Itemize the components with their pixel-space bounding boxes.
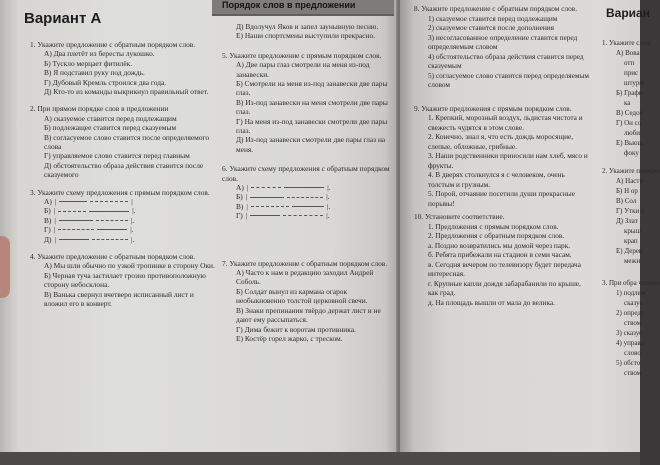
option: Е) Дерев (616, 247, 643, 255)
scheme-d: Г) | |. (44, 225, 134, 235)
question-title: 5. Укажите предложение с прямым порядком слов. (222, 50, 382, 60)
option: 1) подлеж (616, 289, 646, 297)
question-title: 2. При прямом порядке слов в предложении (30, 104, 169, 114)
question-title: 8. Укажите предложение с обратным порядком слов. (414, 4, 578, 13)
option-fragment: ством (624, 319, 642, 327)
column-4-cropped (602, 38, 660, 378)
option: 2) сказуемое ставится после дополнения (428, 23, 555, 32)
question-title: 4. Укажите предложение с обратным порядком слов. (30, 252, 196, 262)
option: Е) Наши спортсмены выступили прекрасно. (236, 31, 376, 41)
question-10 (414, 212, 592, 307)
variant-title-right: Вариан (606, 6, 650, 20)
option: 5) согласуемое слово ставится перед определяемым словом (428, 70, 589, 89)
option-fragment: штурм (624, 79, 644, 87)
option-fragment: межи (624, 257, 641, 265)
option: Г) управляемое слово ставится перед главным (44, 151, 190, 161)
question-4-continued (222, 22, 390, 41)
option: Б) подлежащее ставится перед сказуемым (44, 123, 177, 133)
option: А) Два плетёт из бересты лукошко. (44, 49, 155, 59)
option: Г) На меня из-под занавески смотрели две пары глаз. (236, 116, 388, 136)
option: 3) несогласованное определение ставится перед определяемым словом (428, 32, 578, 51)
option: Б) Тускло мерцает фитилёк. (44, 58, 133, 68)
option: Б) Смотрели на меня из-под занавески две пары глаз. (236, 79, 388, 98)
question-title: 1. Укажите слов. (602, 39, 652, 47)
option: 2) опреде (616, 309, 645, 317)
option: А) Настр (616, 177, 644, 185)
option: Е) Костёр горел жарко, с треском. (236, 333, 343, 343)
question-title: 3. Укажите схему предложения с прямым порядком слов. (30, 187, 210, 197)
option: В) Ванька свернул вчетверо исписанный лист и вложил его в конверт. (44, 289, 194, 309)
option: В) Я подставил руку под дождь. (44, 68, 145, 78)
option: А) Часто к нам в редакцию заходил Андрей Соболь. (236, 268, 374, 287)
section-title: Порядок слов в предложении (222, 0, 356, 10)
option: г. Крупные капли дождя забарабанили по крыше, как град. (428, 278, 581, 297)
option: 4) управл (616, 339, 645, 347)
option: Д) Вдолучул Яков и запел заунывную песню. (236, 22, 379, 31)
option: 5) обсто (616, 359, 641, 367)
option: Г) Он со (616, 119, 642, 127)
option: А) сказуемое ставится перед подлежащим (44, 113, 177, 123)
option: В) Из-под занавески на меня смотрели две пары глаз. (236, 97, 388, 117)
option: Б) Н ор (616, 187, 638, 195)
table-surface (0, 452, 640, 465)
option: 1. Крепкий, морозный воздух, льдистая чистота и свежесть чудятся в этом слове. (428, 113, 583, 132)
match-kind: 1. Предложения с прямым порядком слов. (428, 221, 559, 231)
option: в. Сегодня вечером по телевизору будет передача интересная. (428, 259, 581, 278)
option: А) Вова (616, 49, 640, 57)
scheme-c: В) | |. (44, 215, 135, 225)
option-fragment: сказуе (624, 299, 643, 307)
option-fragment: слово (624, 349, 641, 357)
option-fragment: ством (624, 369, 642, 377)
question-title: 2. Укажите порядке (602, 167, 660, 175)
question-title: 1. Укажите предложение с обратным порядком слов. (30, 40, 196, 49)
option-fragment: крап (624, 237, 638, 245)
question-title: 7. Укажите предложение с обратным порядком слов. (222, 258, 388, 268)
match-kind: 2. Предложения с обратным порядком слов. (428, 231, 565, 240)
option: А) Две пары глаз смотрели на меня из-под занавески. (236, 60, 370, 79)
option: Г) Дубовый Кремль строился два года. (44, 77, 167, 87)
question-9 (414, 104, 592, 209)
question-1 (30, 40, 215, 96)
option: А) Мы шли обычно по узкой тропинке в сторону Оки. (44, 261, 215, 271)
question-7 (222, 259, 390, 344)
option: д. На площадь вышли от мала до велика. (428, 297, 555, 307)
column-3 (414, 4, 592, 307)
option: 3. Наши родственники приносили нам хлеб, мясо и фрукты. (428, 151, 588, 170)
option: 4) обстоятельство образа действия ставится перед сказуемым (428, 51, 584, 70)
option: 1) сказуемое ставится перед подлежащим (428, 13, 558, 23)
option: В) Сол (616, 197, 637, 205)
option: В) Седов (616, 109, 643, 117)
thumb (0, 236, 10, 298)
option: 3) сказуе (616, 329, 643, 337)
scheme-c: В) | |. (236, 201, 331, 211)
question-3 (30, 188, 215, 244)
option: В) согласуемое слово ставится после определяемого слова (44, 132, 210, 152)
option-fragment: отп (624, 59, 635, 67)
option: Г) Дима бежит к воротам противника. (236, 324, 356, 334)
question-2 (30, 104, 215, 179)
option-fragment: ка (624, 99, 631, 107)
option: В) Знаки препинания твёрдо держат лист и не дают ему рассыпаться. (236, 305, 381, 325)
right-page (400, 0, 660, 465)
scheme-a: А) | |. (236, 183, 331, 193)
option-fragment: фоку (624, 149, 639, 157)
column-1 (30, 40, 215, 308)
option: Б) Черная туча застилает грозно противоположную сторону небосклона. (44, 270, 206, 290)
option: б. Ребята прибежали на стадион в семи часам. (428, 250, 572, 259)
question-title: 3. При обра члении (602, 279, 660, 287)
option-fragment: люби (624, 129, 641, 137)
option: Г) Утки т (616, 207, 645, 215)
option: Д) Злат (616, 217, 638, 225)
option: 2. Конечно, знал я, что есть дождь моросящие, слепые, обложные, грибные. (428, 132, 574, 151)
option-fragment: крыш (624, 227, 641, 235)
option: а. Поздно возвратились мы домой через парк. (428, 240, 571, 250)
option-fragment: прис (624, 69, 639, 77)
option: Д) Из-под занавески смотрели две пары глаз на меня. (236, 135, 386, 154)
option: Д) Кто-то из команды выкрикнул правильный ответ. (44, 87, 209, 97)
question-5 (222, 51, 390, 154)
question-title: 6. Укажите схему предложения с обратным порядком слов. (222, 164, 390, 183)
question-6 (222, 164, 390, 220)
scheme-a: А) | | (44, 197, 133, 207)
column-2 (222, 22, 390, 343)
question-title: 9. Укажите предложения с прямым порядком слов. (414, 103, 572, 113)
scheme-e: Д) | |. (44, 234, 135, 244)
variant-title: Вариант А (24, 10, 102, 27)
option: Е) Вьюш (616, 139, 643, 147)
question-title: 10. Установите соответствие. (414, 212, 505, 221)
question-8 (414, 4, 592, 90)
question-4 (30, 252, 215, 308)
scheme-b: Б) | |. (236, 192, 330, 202)
option: Б) Графи (616, 89, 643, 97)
scheme-d: Г) | |. (236, 211, 330, 221)
scheme-b: Б) | |. (44, 206, 136, 216)
option: Б) Солдат вынул из кармана огарок необыкновенно толстой церковной свечи. (236, 286, 368, 306)
option: 5. Порой, отчаяние посетили души прекрасные порывы! (428, 189, 575, 208)
option: 4. В дверях столкнулся я с человеком, очень толстым и грузным. (428, 170, 565, 189)
option: Д) обстоятельство образа действия ставится после сказуемого (44, 160, 204, 180)
